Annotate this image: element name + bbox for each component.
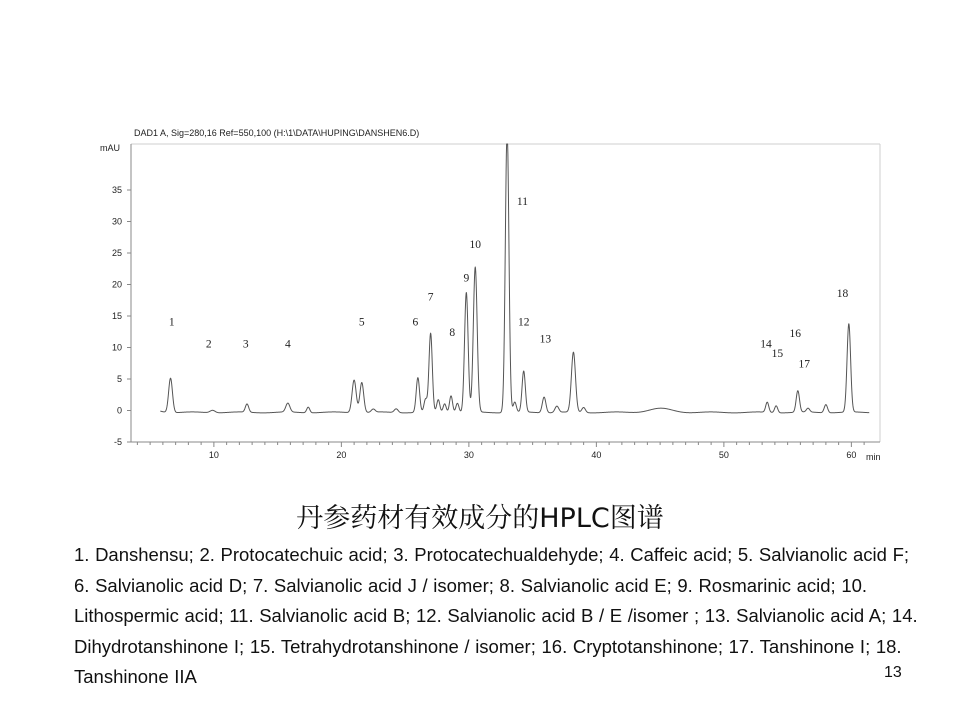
peak-label: 5 xyxy=(358,316,365,329)
y-tick-label: 5 xyxy=(116,374,122,384)
peak-label: 12 xyxy=(517,316,530,329)
peak-label: 16 xyxy=(789,327,802,340)
x-tick-label: 30 xyxy=(463,450,474,460)
y-axis-label: mAU xyxy=(100,143,120,153)
peak-label: 11 xyxy=(516,196,528,209)
x-axis-label: min xyxy=(866,452,881,462)
peak-label: 17 xyxy=(798,358,810,371)
peak-label: 3 xyxy=(242,338,249,351)
y-tick-label: 15 xyxy=(111,311,122,321)
peak-label: 4 xyxy=(284,338,291,351)
x-tick-label: 40 xyxy=(591,450,602,460)
x-tick-label: 60 xyxy=(846,450,857,460)
y-tick-label: 0 xyxy=(116,405,122,416)
chart-header: DAD1 A, Sig=280,16 Ref=550,100 (H:\1\DATA\HUPING\DANSHEN6.D) xyxy=(134,128,420,138)
chromatogram-trace xyxy=(160,144,869,413)
peak-legend: 1. Danshensu; 2. Protocatechuic acid; 3. Protocatechualdehyde; 4. Caffeic acid; 5. Salvianolic acid F; 6. Salvianolic acid D; 7. Salvianolic acid J / isomer; 8. Salvianolic acid E; 9. Rosmarinic acid; 10. Lithospermic acid; 11. Salvianolic acid B; 12. Salvianolic acid B / E /isomer ; 13. Salvianolic acid A; 14. Dihydrotanshinone I; 15. Tetrahydrotanshinone / isomer; 16. Cryptotanshinone; 17. Tanshinone I; 18. Tanshinone IIA xyxy=(74,544,918,687)
peak-label: 10 xyxy=(469,238,481,251)
y-axis-ticks xyxy=(112,185,131,447)
x-tick-label: 50 xyxy=(718,450,729,460)
peak-label: 6 xyxy=(412,316,419,329)
peak-label: 13 xyxy=(539,333,552,346)
y-tick-label: 30 xyxy=(111,216,122,227)
peak-label: 9 xyxy=(463,272,470,285)
y-tick-label: 20 xyxy=(111,279,122,290)
x-axis-ticks xyxy=(137,442,864,460)
peak-label: 7 xyxy=(427,291,434,304)
peak-label: 15 xyxy=(771,347,784,360)
trace-layer xyxy=(160,144,869,413)
x-tick-label: 20 xyxy=(336,450,347,460)
y-tick-label: 10 xyxy=(111,342,122,353)
y-tick-label: -5 xyxy=(113,437,122,447)
peak-label: 2 xyxy=(205,338,212,351)
peak-label: 18 xyxy=(836,288,849,301)
y-tick-label: 25 xyxy=(111,248,122,258)
peak-label: 14 xyxy=(760,338,772,351)
x-tick-label: 10 xyxy=(208,450,219,460)
y-tick-label: 35 xyxy=(111,185,122,195)
page-number: 13 xyxy=(884,664,902,681)
slide-title: 丹参药材有效成分的HPLC图谱 xyxy=(296,503,664,534)
peak-label: 8 xyxy=(449,327,456,340)
peak-label: 1 xyxy=(168,316,175,329)
